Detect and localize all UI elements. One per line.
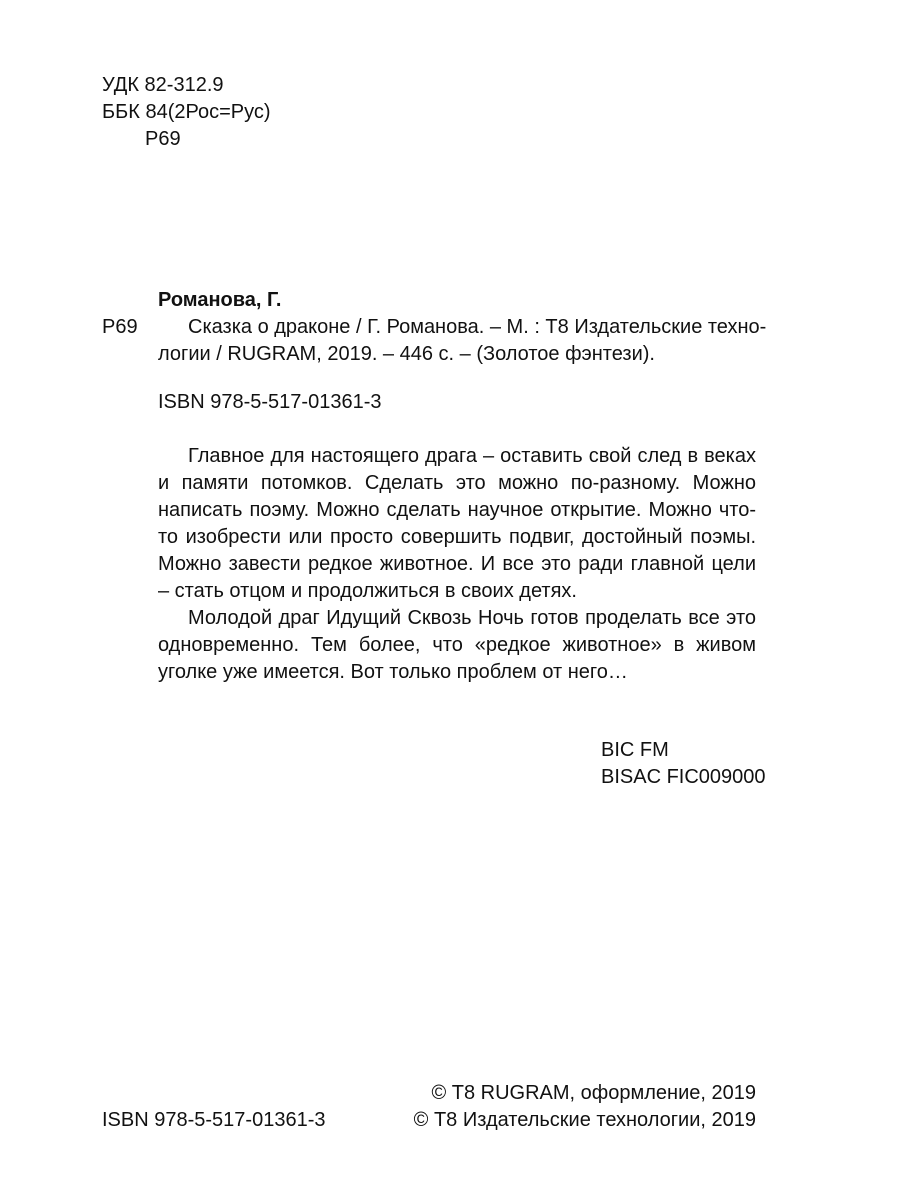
bisac-code: BISAC FIC009000 — [601, 766, 766, 788]
annotation-paragraph: Главное для настоящего драга – оставить свой след в веках и памяти потомков. Сделать это можно по-разному. Можно написать поэму. Можно сделать научное открытие. Можно что-то изобрести или просто совершить подвиг, достойный поэмы. Можно завести редкое животное. И все это ради главной цели – стать отцом и продолжиться в своих детях. — [158, 445, 756, 602]
bic-code: BIC FM — [601, 739, 669, 761]
copyright-line: © Т8 Издательские технологии, 2019 — [413, 1109, 756, 1131]
footer-isbn: ISBN 978-5-517-01361-3 — [102, 1109, 326, 1131]
entry-description-line2: логии / RUGRAM, 2019. – 446 с. – (Золотое фэнтези). — [158, 343, 655, 365]
bbk-code: ББК 84(2Рос=Рус) — [102, 101, 271, 123]
entry-author-mark: Р69 — [102, 316, 138, 338]
udk-code: УДК 82-312.9 — [102, 74, 224, 96]
author-mark: Р69 — [145, 128, 181, 150]
author-heading: Романова, Г. — [158, 289, 282, 311]
copyright-line: © Т8 RUGRAM, оформление, 2019 — [431, 1082, 756, 1104]
entry-description-line1: Сказка о драконе / Г. Романова. – М. : Т8 Издательские техно- — [188, 316, 767, 338]
annotation-paragraph: Молодой драг Идущий Сквозь Ночь готов проделать все это одновременно. Тем более, что «редкое животное» в живом уголке уже имеется. Вот только проблем от него… — [158, 607, 756, 683]
entry-isbn: ISBN 978-5-517-01361-3 — [158, 391, 382, 413]
annotation — [158, 443, 756, 686]
